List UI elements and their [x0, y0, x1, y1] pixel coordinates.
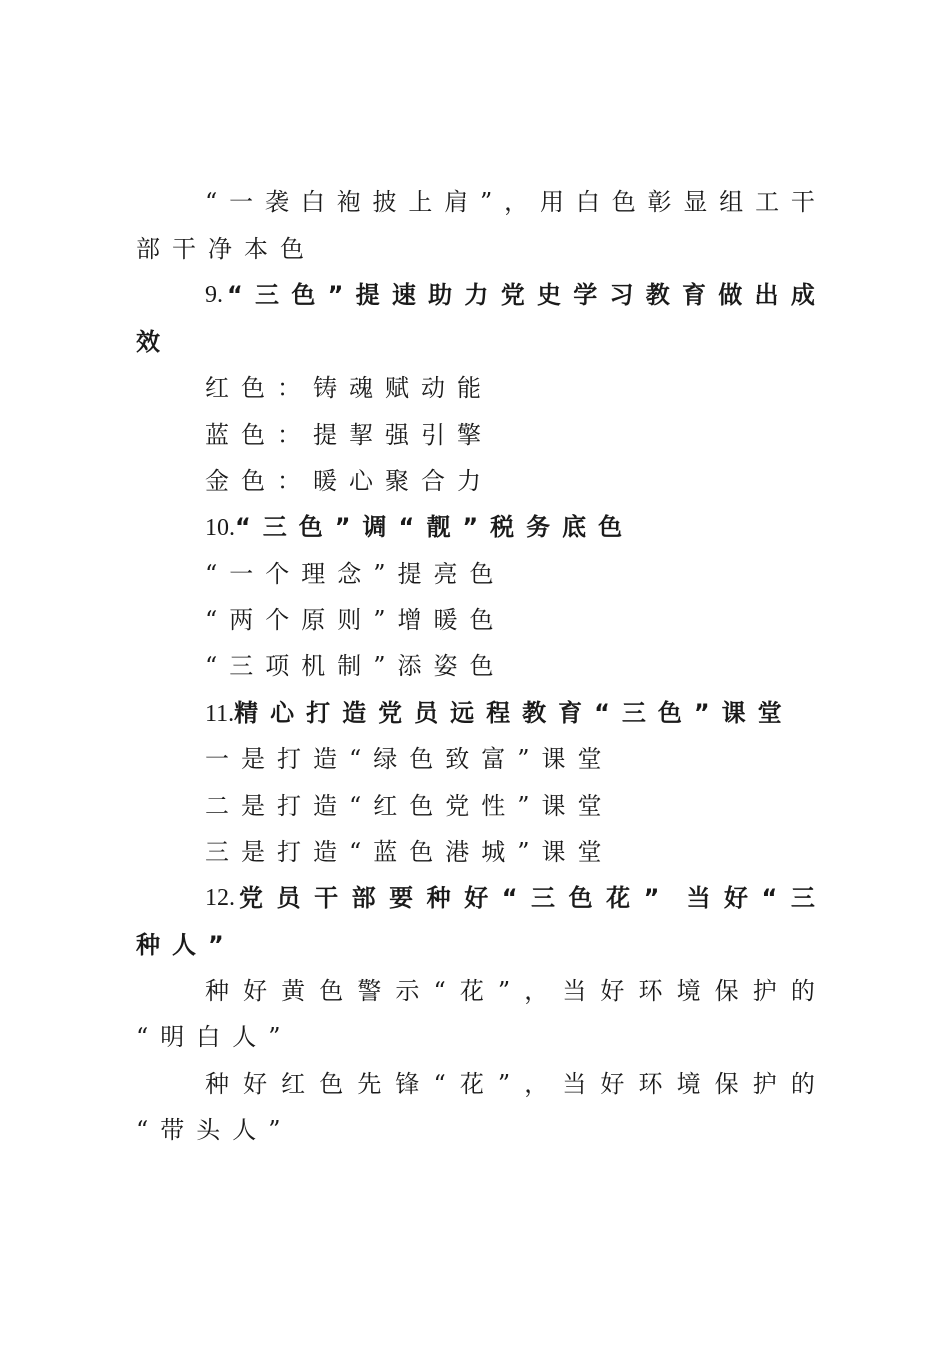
section-heading-continuation: 种人” [136, 931, 236, 959]
heading-number: 10. [205, 515, 235, 541]
section-heading [205, 512, 634, 543]
list-item: 金色：暖心聚合力 [205, 467, 493, 495]
heading-number: 9. [205, 282, 223, 308]
list-item: 二是打造“红色党性”课堂 [205, 792, 614, 820]
list-item: 红色：铸魂赋动能 [205, 374, 493, 402]
section-heading-continuation: 效 [136, 328, 172, 356]
heading-text: “ 三 色 ” 提 速 助 力 党 史 学 习 教 育 做 出 成 [227, 281, 815, 309]
heading-text: “三色”调“靓”税务底色 [235, 513, 635, 541]
list-item: 蓝色：提挈强引擎 [205, 421, 493, 449]
section-heading [205, 883, 815, 913]
paragraph-line: 种 好 黄 色 警 示 “ 花 ” ， 当 好 环 境 保 护 的 [205, 977, 815, 1005]
list-item: 三是打造“蓝色港城”课堂 [205, 838, 614, 866]
list-item: “两个原则”增暖色 [205, 606, 506, 634]
heading-number: 12. [205, 885, 235, 911]
paragraph-line: 部干净本色 [136, 235, 316, 263]
heading-number: 11. [205, 701, 235, 727]
section-heading [205, 280, 815, 310]
list-item: “三项机制”添姿色 [205, 652, 506, 680]
paragraph-line: “明白人” [136, 1023, 293, 1051]
paragraph-line: “ 一 袭 白 袍 披 上 肩 ” ， 用 白 色 彰 显 组 工 干 [205, 188, 815, 216]
heading-text: 精心打造党员远程教育“三色”课堂 [234, 699, 794, 727]
paragraph-line: “带头人” [136, 1116, 293, 1144]
paragraph-line: 种 好 红 色 先 锋 “ 花 ” ， 当 好 环 境 保 护 的 [205, 1070, 815, 1098]
list-item: “一个理念”提亮色 [205, 560, 506, 588]
list-item: 一是打造“绿色致富”课堂 [205, 745, 614, 773]
heading-text: 党 员 干 部 要 种 好 “ 三 色 花 ” 当 好 “ 三 [239, 884, 815, 912]
section-heading [205, 698, 794, 729]
